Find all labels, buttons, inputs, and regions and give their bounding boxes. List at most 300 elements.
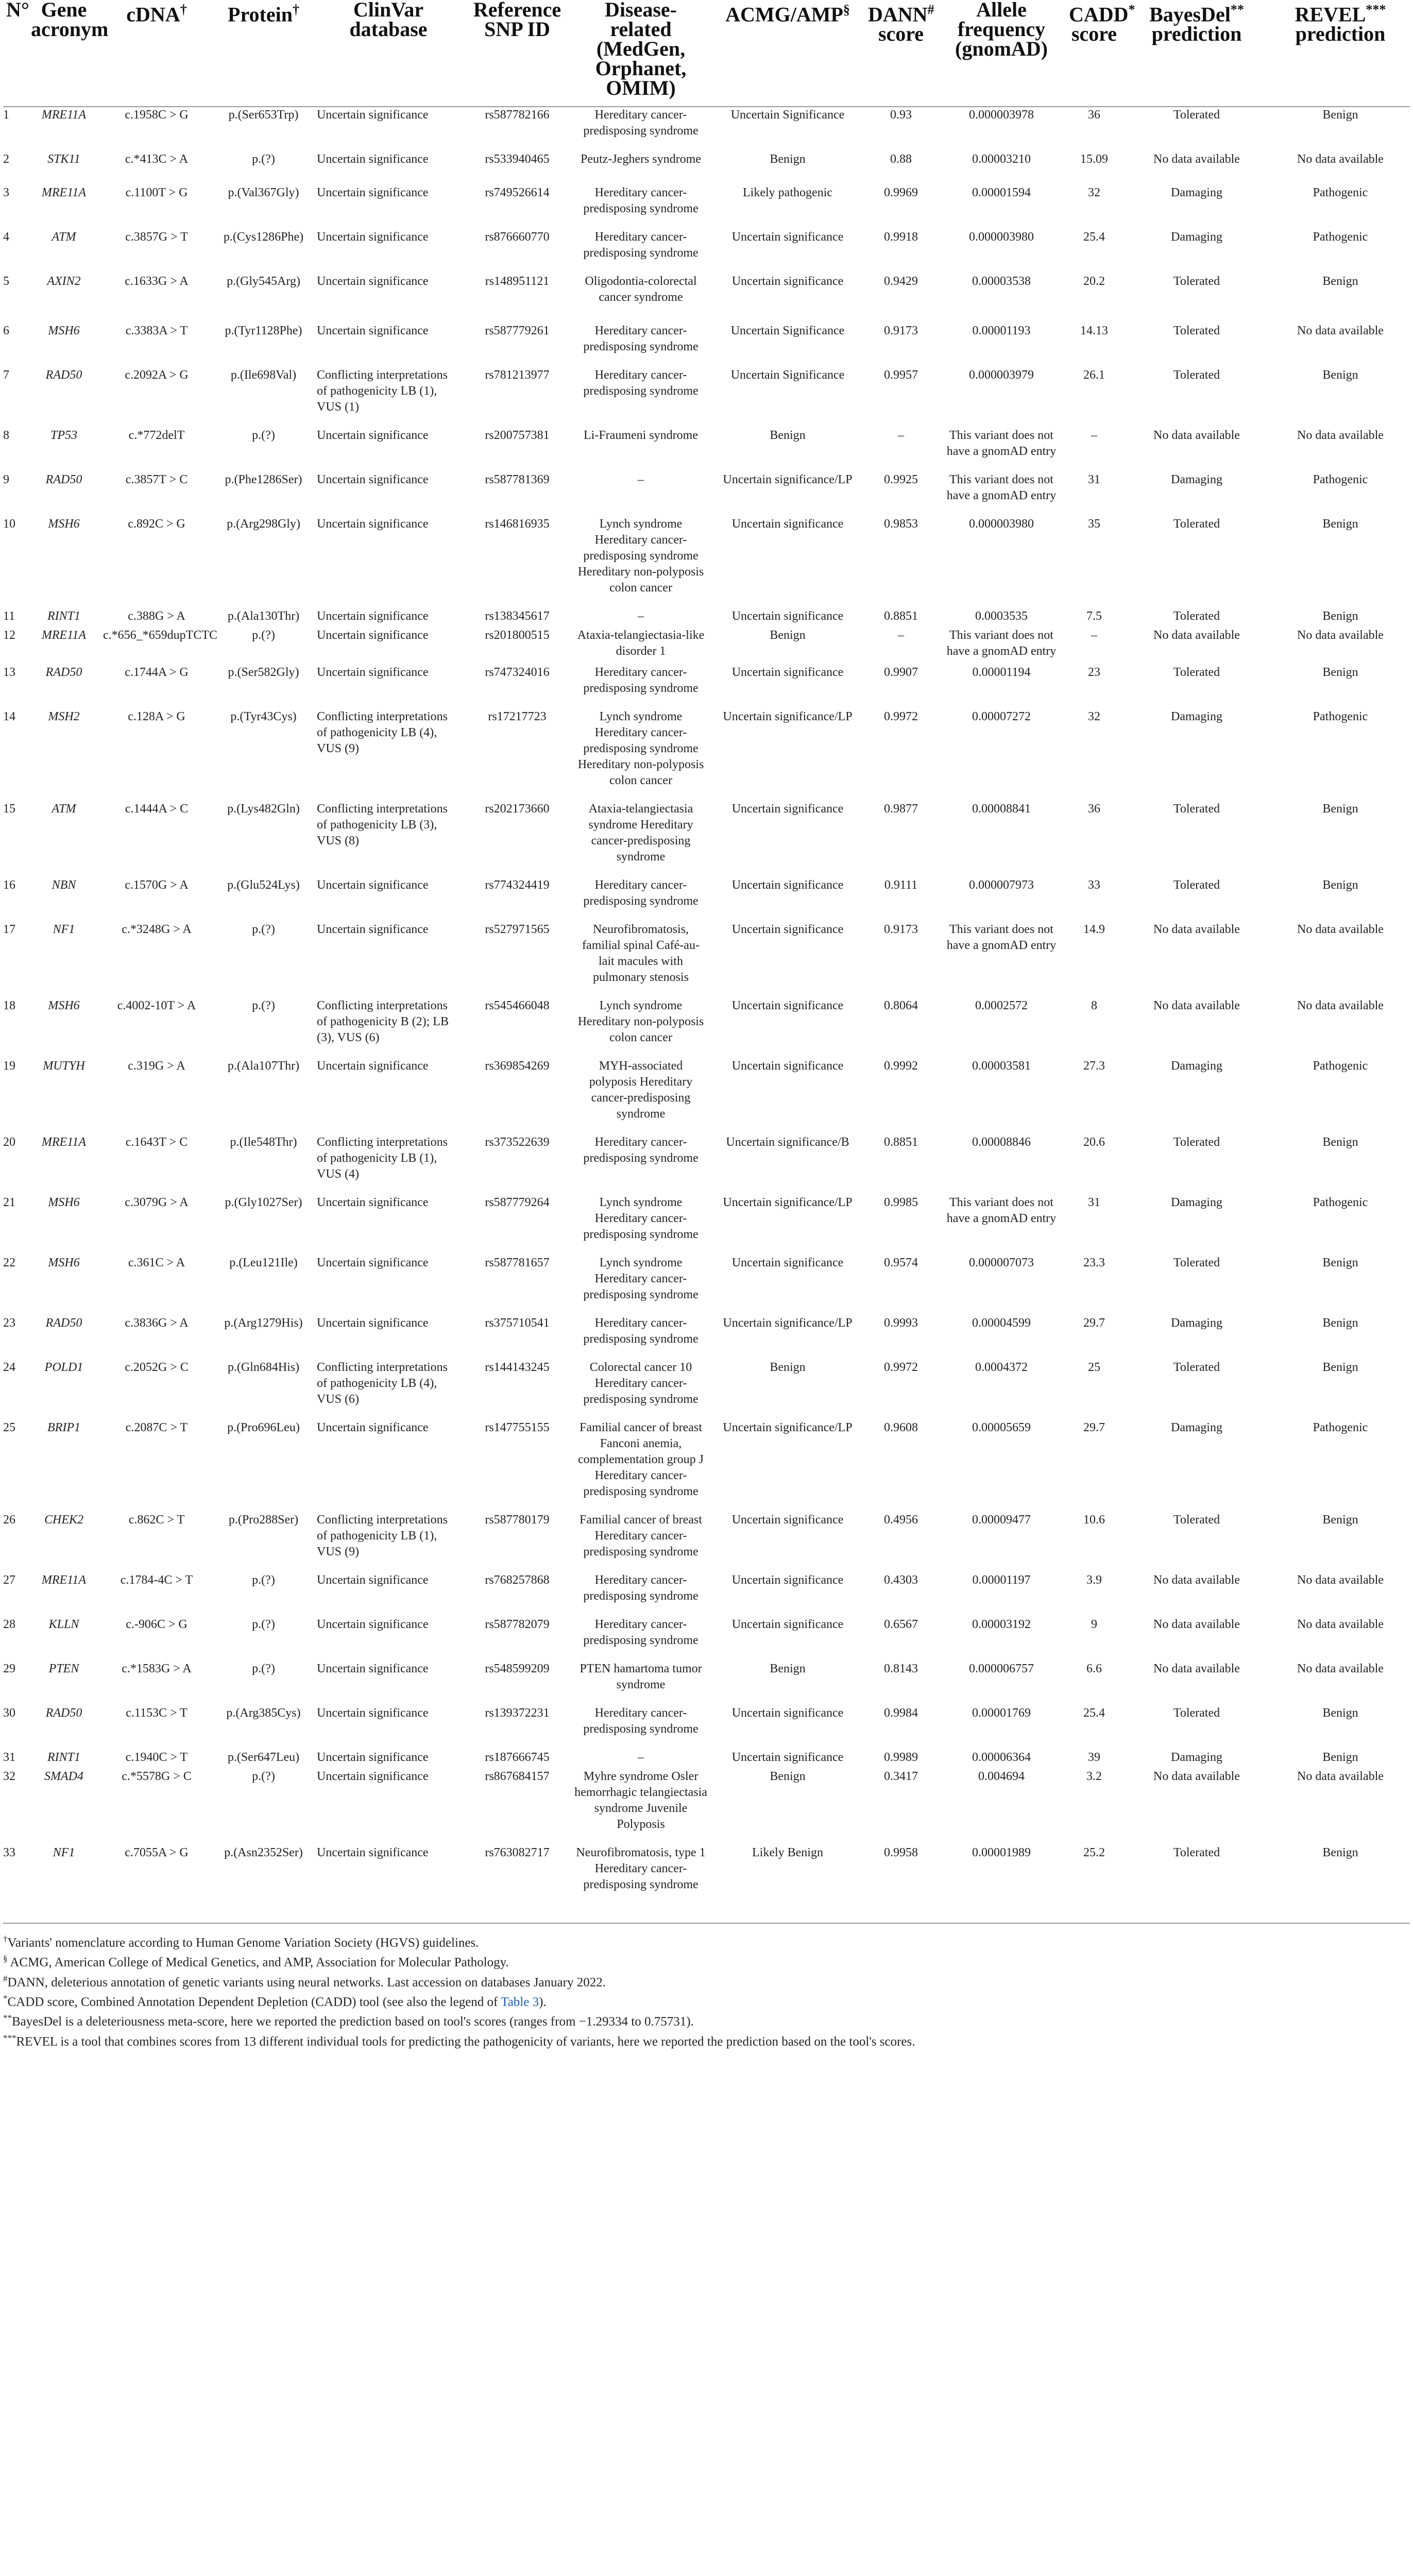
reference-snp-id: rs587782079 bbox=[485, 1618, 550, 1631]
clinvar-classification: Uncertain significance bbox=[317, 152, 429, 166]
allele-frequency: 0.00008846 bbox=[972, 1136, 1031, 1149]
protein-change: p.(?) bbox=[252, 923, 275, 936]
reference-snp-id: rs375710541 bbox=[485, 1316, 550, 1330]
cdna-variant: c.128A > G bbox=[128, 710, 185, 723]
table-row bbox=[3, 323, 1410, 367]
cadd-score: 31 bbox=[1088, 1196, 1100, 1209]
reference-snp-id: rs138345617 bbox=[485, 609, 550, 623]
allele-frequency: 0.000007073 bbox=[969, 1256, 1034, 1269]
clinvar-classification: Conflicting interpretations of pathogenicity LB (1), VUS (1) bbox=[317, 368, 448, 414]
protein-change: p.(Lys482Gln) bbox=[227, 802, 300, 816]
bayesdel-prediction: No data available bbox=[1153, 152, 1240, 166]
allele-frequency: This variant does not have a gnomAD entry bbox=[946, 923, 1057, 952]
protein-change: p.(Arg385Cys) bbox=[226, 1706, 301, 1720]
clinvar-classification: Uncertain significance bbox=[317, 1573, 429, 1587]
clinvar-classification: Uncertain significance bbox=[317, 609, 429, 623]
row-number: 13 bbox=[3, 666, 15, 679]
table-row bbox=[3, 185, 1410, 229]
allele-frequency: 0.004694 bbox=[978, 1770, 1025, 1783]
allele-frequency: 0.0003535 bbox=[975, 609, 1028, 623]
allele-frequency: 0.00004599 bbox=[972, 1316, 1031, 1330]
table-row bbox=[3, 709, 1410, 801]
bayesdel-prediction: Tolerated bbox=[1173, 1513, 1220, 1527]
reference-snp-id: rs200757381 bbox=[485, 429, 550, 442]
header-label: ClinVar database bbox=[349, 0, 428, 41]
acmg-amp-criteria: Uncertain significance bbox=[731, 878, 844, 892]
row-number: 1 bbox=[3, 108, 9, 122]
row-number: 10 bbox=[3, 517, 15, 531]
cdna-variant: c.*413C > A bbox=[125, 152, 189, 166]
gene-acronym: ATM bbox=[52, 802, 76, 816]
revel-prediction: Benign bbox=[1322, 517, 1358, 531]
footnote-text: ACMG, American College of Medical Genetics, and AMP, Association for Molecular Pathology. bbox=[7, 1955, 509, 1970]
allele-frequency: 0.00008841 bbox=[972, 802, 1031, 816]
clinvar-classification: Uncertain significance bbox=[317, 517, 429, 531]
revel-prediction: No data available bbox=[1297, 629, 1384, 642]
header-footnote-mark: *** bbox=[1366, 2, 1386, 17]
disease-related: – bbox=[638, 609, 644, 623]
acmg-amp-criteria: Uncertain significance bbox=[731, 1573, 844, 1587]
header-cdna bbox=[100, 0, 213, 107]
allele-frequency: This variant does not have a gnomAD entry bbox=[946, 1196, 1057, 1225]
disease-related: Hereditary cancer-predisposing syndrome bbox=[583, 1316, 699, 1346]
allele-frequency: 0.000003979 bbox=[969, 368, 1034, 382]
clinvar-classification: Uncertain significance bbox=[317, 275, 429, 288]
protein-change: p.(?) bbox=[252, 1770, 275, 1783]
bayesdel-prediction: No data available bbox=[1153, 1770, 1240, 1783]
cadd-score: 7.5 bbox=[1086, 609, 1102, 623]
table-row bbox=[3, 665, 1410, 709]
dann-score: 0.9574 bbox=[884, 1256, 918, 1269]
row-number: 24 bbox=[3, 1361, 15, 1374]
row-number: 29 bbox=[3, 1662, 15, 1675]
reference-snp-id: rs369854269 bbox=[485, 1059, 550, 1073]
cdna-variant: c.4002-10T > A bbox=[117, 999, 196, 1012]
dann-score: 0.6567 bbox=[884, 1618, 918, 1631]
header-label-continued: score bbox=[1071, 22, 1117, 46]
allele-frequency: 0.00001594 bbox=[972, 186, 1031, 199]
clinvar-classification: Uncertain significance bbox=[317, 1706, 429, 1720]
header-allele-frequency bbox=[937, 0, 1066, 107]
disease-related: Hereditary cancer-predisposing syndrome bbox=[583, 1136, 699, 1165]
reference-snp-id: rs587781657 bbox=[485, 1256, 550, 1269]
clinvar-classification: Uncertain significance bbox=[317, 629, 429, 642]
row-number: 18 bbox=[3, 999, 15, 1012]
row-number: 25 bbox=[3, 1421, 15, 1434]
clinvar-classification: Conflicting interpretations of pathogenicity LB (3), VUS (8) bbox=[317, 802, 448, 848]
reference-snp-id: rs139372231 bbox=[485, 1706, 550, 1720]
table-3-link[interactable]: Table 3 bbox=[501, 1995, 539, 2009]
cadd-score: 3.9 bbox=[1086, 1573, 1102, 1587]
allele-frequency: 0.0004372 bbox=[975, 1361, 1028, 1374]
footnote-text: CADD score, Combined Annotation Dependent Depletion (CADD) tool (see also the legend of bbox=[7, 1995, 501, 2009]
revel-prediction: No data available bbox=[1297, 1573, 1384, 1587]
protein-change: p.(Gly545Arg) bbox=[227, 275, 300, 288]
bayesdel-prediction: Tolerated bbox=[1173, 1256, 1220, 1269]
acmg-amp-criteria: Benign bbox=[770, 1662, 806, 1675]
cdna-variant: c.3857T > C bbox=[125, 473, 188, 486]
allele-frequency: 0.00007272 bbox=[972, 710, 1031, 723]
bayesdel-prediction: Damaging bbox=[1171, 230, 1222, 244]
header-bayesdel-prediction bbox=[1122, 0, 1271, 107]
cdna-variant: c.3836G > A bbox=[125, 1316, 189, 1330]
gene-acronym: NBN bbox=[52, 878, 76, 892]
disease-related: Hereditary cancer-predisposing syndrome bbox=[583, 108, 699, 138]
cdna-variant: c.361C > A bbox=[128, 1256, 185, 1269]
dann-score: 0.9969 bbox=[884, 186, 918, 199]
acmg-amp-criteria: Likely Benign bbox=[752, 1846, 823, 1859]
revel-prediction: Pathogenic bbox=[1313, 473, 1368, 486]
header-label-continued: prediction bbox=[1295, 22, 1386, 46]
header-label: Protein bbox=[228, 3, 293, 26]
acmg-amp-criteria: Uncertain significance bbox=[731, 923, 844, 936]
protein-change: p.(?) bbox=[252, 1573, 275, 1587]
acmg-amp-criteria: Uncertain significance bbox=[731, 1513, 844, 1527]
acmg-amp-criteria: Uncertain significance/LP bbox=[723, 1316, 853, 1330]
protein-change: p.(?) bbox=[252, 1618, 275, 1631]
revel-prediction: Benign bbox=[1322, 609, 1358, 623]
gene-acronym: MSH2 bbox=[48, 710, 80, 723]
table-row bbox=[3, 367, 1410, 428]
reference-snp-id: rs17217723 bbox=[488, 710, 547, 723]
dann-score: 0.9918 bbox=[884, 230, 918, 244]
clinvar-classification: Conflicting interpretations of pathogenicity LB (4), VUS (6) bbox=[317, 1361, 448, 1406]
allele-frequency: 0.00005659 bbox=[972, 1421, 1031, 1434]
acmg-amp-criteria: Uncertain significance/LP bbox=[723, 473, 853, 486]
allele-frequency: This variant does not have a gnomAD entry bbox=[946, 629, 1057, 658]
revel-prediction: Benign bbox=[1322, 1846, 1358, 1859]
gene-acronym: MSH6 bbox=[48, 999, 80, 1012]
dann-score: 0.9877 bbox=[884, 802, 918, 816]
acmg-amp-criteria: Benign bbox=[770, 629, 806, 642]
cadd-score: 25.2 bbox=[1083, 1846, 1105, 1859]
row-number: 22 bbox=[3, 1256, 15, 1269]
cadd-score: 33 bbox=[1088, 878, 1100, 892]
bayesdel-prediction: Damaging bbox=[1171, 710, 1222, 723]
gene-acronym: MRE11A bbox=[41, 186, 87, 199]
footnote-text: DANN, deleterious annotation of genetic variants using neural networks. Last accession on databases January 2022. bbox=[7, 1975, 606, 1989]
protein-change: p.(Ala107Thr) bbox=[227, 1059, 300, 1073]
gene-acronym: MRE11A bbox=[41, 1136, 87, 1149]
disease-related: Lynch syndrome Hereditary cancer-predisposing syndrome bbox=[583, 1196, 699, 1241]
clinvar-classification: Uncertain significance bbox=[317, 1196, 429, 1209]
dann-score: 0.9972 bbox=[884, 1361, 918, 1374]
disease-related: Peutz-Jeghers syndrome bbox=[581, 152, 701, 166]
table-body bbox=[3, 107, 1410, 1905]
reference-snp-id: rs545466048 bbox=[485, 999, 550, 1012]
protein-change: p.(Ile698Val) bbox=[230, 368, 297, 382]
cdna-variant: c.2052G > C bbox=[125, 1361, 189, 1374]
gene-acronym: MUTYH bbox=[43, 1059, 85, 1073]
cadd-score: 14.13 bbox=[1080, 324, 1108, 337]
reference-snp-id: rs587779264 bbox=[485, 1196, 550, 1209]
dann-score: 0.9957 bbox=[884, 368, 918, 382]
protein-change: p.(?) bbox=[252, 429, 275, 442]
header-label: BayesDel bbox=[1149, 3, 1231, 26]
clinvar-classification: Conflicting interpretations of pathogenicity B (2); LB (3), VUS (6) bbox=[317, 999, 449, 1044]
cadd-score: 25.4 bbox=[1083, 230, 1105, 244]
row-number: 21 bbox=[3, 1196, 15, 1209]
row-number: 3 bbox=[3, 186, 9, 199]
acmg-amp-criteria: Uncertain significance bbox=[731, 1618, 844, 1631]
footnote-text: Variants' nomenclature according to Human Genome Variation Society (HGVS) guidelines. bbox=[7, 1936, 479, 1950]
acmg-amp-criteria: Uncertain Significance bbox=[730, 324, 845, 337]
gene-acronym: NF1 bbox=[53, 1846, 75, 1859]
protein-change: p.(?) bbox=[252, 629, 275, 642]
acmg-amp-criteria: Uncertain significance bbox=[731, 517, 844, 531]
reference-snp-id: rs144143245 bbox=[485, 1361, 550, 1374]
table-row bbox=[3, 151, 1410, 185]
reference-snp-id: rs587779261 bbox=[485, 324, 550, 337]
allele-frequency: 0.00009477 bbox=[972, 1513, 1031, 1527]
header-row bbox=[3, 0, 1410, 107]
row-number: 15 bbox=[3, 802, 15, 816]
dann-score: 0.9429 bbox=[884, 275, 918, 288]
dann-score: 0.9985 bbox=[884, 1196, 918, 1209]
cadd-score: 23 bbox=[1088, 666, 1100, 679]
cadd-score: 20.2 bbox=[1083, 275, 1105, 288]
row-number: 7 bbox=[3, 368, 9, 382]
bayesdel-prediction: Damaging bbox=[1171, 186, 1222, 199]
dann-score: 0.8064 bbox=[884, 999, 918, 1012]
protein-change: p.(Ile548Thr) bbox=[230, 1136, 297, 1149]
disease-related: Hereditary cancer-predisposing syndrome bbox=[583, 324, 699, 353]
allele-frequency: 0.00001989 bbox=[972, 1846, 1031, 1859]
gene-acronym: RAD50 bbox=[45, 1706, 82, 1720]
bayesdel-prediction: Tolerated bbox=[1173, 1361, 1220, 1374]
allele-frequency: 0.0002572 bbox=[975, 999, 1028, 1012]
cdna-variant: c.*656_*659dupTCTC bbox=[103, 629, 217, 642]
revel-prediction: Benign bbox=[1322, 1316, 1358, 1330]
row-number: 26 bbox=[3, 1513, 15, 1527]
allele-frequency: This variant does not have a gnomAD entry bbox=[946, 429, 1057, 458]
revel-prediction: Benign bbox=[1322, 1751, 1358, 1764]
row-number: 4 bbox=[3, 230, 9, 244]
dann-score: – bbox=[898, 629, 904, 642]
cdna-variant: c.1100T > G bbox=[125, 186, 188, 199]
gene-acronym: POLD1 bbox=[44, 1361, 83, 1374]
acmg-amp-criteria: Uncertain significance bbox=[731, 1751, 844, 1764]
header-dann-score bbox=[865, 0, 937, 107]
dann-score: 0.4956 bbox=[884, 1513, 918, 1527]
revel-prediction: Pathogenic bbox=[1313, 1421, 1368, 1434]
bayesdel-prediction: Damaging bbox=[1171, 1196, 1222, 1209]
dann-score: 0.4303 bbox=[884, 1573, 918, 1587]
disease-related: Colorectal cancer 10 Hereditary cancer-predisposing syndrome bbox=[583, 1361, 699, 1406]
protein-change: p.(Cys1286Phe) bbox=[223, 230, 304, 244]
clinvar-classification: Uncertain significance bbox=[317, 1770, 429, 1783]
disease-related: Ataxia-telangiectasia syndrome Hereditary cancer-predisposing syndrome bbox=[588, 802, 693, 863]
cadd-score: 20.6 bbox=[1083, 1136, 1105, 1149]
cdna-variant: c.1570G > A bbox=[125, 878, 189, 892]
reference-snp-id: rs876660770 bbox=[485, 230, 550, 244]
protein-change: p.(Leu121Ile) bbox=[229, 1256, 298, 1269]
table-row bbox=[3, 877, 1410, 922]
row-number: 9 bbox=[3, 473, 9, 486]
table-header bbox=[3, 0, 1410, 107]
header-revel-prediction bbox=[1271, 0, 1410, 107]
allele-frequency: 0.00003538 bbox=[972, 275, 1031, 288]
allele-frequency: 0.000006757 bbox=[969, 1662, 1034, 1675]
table-row bbox=[3, 1512, 1410, 1572]
acmg-amp-criteria: Uncertain Significance bbox=[730, 108, 845, 122]
dann-score: 0.9853 bbox=[884, 517, 918, 531]
reference-snp-id: rs548599209 bbox=[485, 1662, 550, 1675]
gene-acronym: ATM bbox=[52, 230, 76, 244]
header-footnote-mark: † bbox=[180, 2, 187, 17]
bayesdel-prediction: Tolerated bbox=[1173, 666, 1220, 679]
clinvar-classification: Uncertain significance bbox=[317, 186, 429, 199]
disease-related: Ataxia-telangiectasia-like disorder 1 bbox=[577, 629, 705, 658]
gene-acronym: MSH6 bbox=[48, 1256, 80, 1269]
gene-acronym: STK11 bbox=[47, 152, 80, 166]
reference-snp-id: rs768257868 bbox=[485, 1573, 550, 1587]
revel-prediction: Benign bbox=[1322, 1256, 1358, 1269]
revel-prediction: Pathogenic bbox=[1313, 230, 1368, 244]
reference-snp-id: rs373522639 bbox=[485, 1136, 550, 1149]
header-protein bbox=[213, 0, 314, 107]
protein-change: p.(Gly1027Ser) bbox=[225, 1196, 302, 1209]
clinvar-classification: Uncertain significance bbox=[317, 1256, 429, 1269]
bayesdel-prediction: Tolerated bbox=[1173, 108, 1220, 122]
protein-change: p.(Arg1279His) bbox=[224, 1316, 303, 1330]
footnote-mark: ** bbox=[3, 2013, 12, 2023]
header-gene-acronym bbox=[28, 0, 109, 107]
header-footnote-mark: ** bbox=[1230, 2, 1244, 17]
acmg-amp-criteria: Likely pathogenic bbox=[743, 186, 832, 199]
gene-acronym: MRE11A bbox=[41, 108, 87, 122]
row-number: 19 bbox=[3, 1059, 15, 1073]
dann-score: 0.9173 bbox=[884, 324, 918, 337]
cadd-score: 27.3 bbox=[1083, 1059, 1105, 1073]
allele-frequency: 0.00001193 bbox=[972, 324, 1031, 337]
disease-related: Li-Fraumeni syndrome bbox=[584, 429, 698, 442]
cdna-variant: c.1940C > T bbox=[125, 1751, 188, 1764]
footnote-mark: * bbox=[3, 1993, 8, 2003]
revel-prediction: Benign bbox=[1322, 368, 1358, 382]
revel-prediction: Pathogenic bbox=[1313, 1196, 1368, 1209]
revel-prediction: Pathogenic bbox=[1313, 1059, 1368, 1073]
clinvar-classification: Uncertain significance bbox=[317, 324, 429, 337]
row-number: 28 bbox=[3, 1618, 15, 1631]
table-row bbox=[3, 1572, 1410, 1617]
disease-related: Neurofibromatosis, type 1 Hereditary cancer-predisposing syndrome bbox=[576, 1846, 706, 1891]
cadd-score: 35 bbox=[1088, 517, 1100, 531]
disease-related: Myhre syndrome Osler hemorrhagic telangiectasia syndrome Juvenile Polyposis bbox=[574, 1770, 707, 1831]
reference-snp-id: rs747324016 bbox=[485, 666, 550, 679]
table-row bbox=[3, 1134, 1410, 1195]
protein-change: p.(Asn2352Ser) bbox=[224, 1846, 303, 1859]
disease-related: Hereditary cancer-predisposing syndrome bbox=[583, 186, 699, 215]
cdna-variant: c.1958C > G bbox=[125, 108, 189, 122]
dann-score: 0.9993 bbox=[884, 1316, 918, 1330]
dann-score: 0.9608 bbox=[884, 1421, 918, 1434]
acmg-amp-criteria: Uncertain significance bbox=[731, 1706, 844, 1720]
bayesdel-prediction: No data available bbox=[1153, 923, 1240, 936]
row-number: 5 bbox=[3, 275, 9, 288]
cadd-score: 39 bbox=[1088, 1751, 1100, 1764]
disease-related: Hereditary cancer-predisposing syndrome bbox=[583, 368, 699, 398]
dann-score: 0.9972 bbox=[884, 710, 918, 723]
disease-related: Hereditary cancer-predisposing syndrome bbox=[583, 878, 699, 908]
acmg-amp-criteria: Uncertain significance/LP bbox=[723, 710, 853, 723]
bayesdel-prediction: No data available bbox=[1153, 999, 1240, 1012]
cdna-variant: c.3383A > T bbox=[125, 324, 188, 337]
table-row bbox=[3, 628, 1410, 665]
header-disease-related bbox=[571, 0, 710, 107]
cadd-score: 26.1 bbox=[1083, 368, 1105, 382]
clinvar-classification: Uncertain significance bbox=[317, 230, 429, 244]
revel-prediction: Benign bbox=[1322, 275, 1358, 288]
dann-score: 0.9989 bbox=[884, 1751, 918, 1764]
table-row bbox=[3, 1705, 1410, 1750]
cadd-score: 29.7 bbox=[1083, 1316, 1105, 1330]
cadd-score: 3.2 bbox=[1086, 1770, 1102, 1783]
row-number: 2 bbox=[3, 152, 9, 166]
clinvar-classification: Uncertain significance bbox=[317, 1316, 429, 1330]
acmg-amp-criteria: Uncertain significance/B bbox=[726, 1136, 849, 1149]
table-row bbox=[3, 229, 1410, 274]
table-row bbox=[3, 1769, 1410, 1845]
header-acmg-amp-criteria bbox=[710, 0, 865, 107]
reference-snp-id: rs202173660 bbox=[485, 802, 550, 816]
reference-snp-id: rs781213977 bbox=[485, 368, 550, 382]
revel-prediction: No data available bbox=[1297, 1662, 1384, 1675]
footnote bbox=[3, 1971, 1410, 1990]
header-footnote-mark: # bbox=[927, 2, 934, 17]
gene-acronym: SMAD4 bbox=[44, 1770, 83, 1783]
reference-snp-id: rs587780179 bbox=[485, 1513, 550, 1527]
gene-acronym: RAD50 bbox=[45, 473, 82, 486]
gene-acronym: AXIN2 bbox=[47, 275, 81, 288]
acmg-amp-criteria: Uncertain significance/LP bbox=[723, 1421, 853, 1434]
disease-related: Oligodontia-colorectal cancer syndrome bbox=[585, 275, 697, 304]
table-row bbox=[3, 1750, 1410, 1769]
disease-related: PTEN hamartoma tumor syndrome bbox=[580, 1662, 702, 1691]
bayesdel-prediction: Tolerated bbox=[1173, 878, 1220, 892]
table-row bbox=[3, 1845, 1410, 1905]
allele-frequency: 0.00001194 bbox=[972, 666, 1031, 679]
revel-prediction: Benign bbox=[1322, 108, 1358, 122]
acmg-amp-criteria: Uncertain significance bbox=[731, 609, 844, 623]
bayesdel-prediction: No data available bbox=[1153, 1662, 1240, 1675]
cadd-score: 31 bbox=[1088, 473, 1100, 486]
dann-score: 0.8851 bbox=[884, 609, 918, 623]
row-number: 23 bbox=[3, 1316, 15, 1330]
cdna-variant: c.*3248G > A bbox=[122, 923, 192, 936]
protein-change: p.(Ala130Thr) bbox=[227, 609, 300, 623]
footnote-text: REVEL is a tool that combines scores from 13 different individual tools for predicting the pathogenicity of variants, here we reported the prediction based on the tool's scores. bbox=[16, 2034, 915, 2048]
disease-related: Hereditary cancer-predisposing syndrome bbox=[583, 1706, 699, 1736]
header-label: DANN bbox=[868, 3, 928, 26]
footnote bbox=[3, 2030, 1410, 2049]
footnote-mark: § bbox=[3, 1954, 8, 1964]
disease-related: Lynch syndrome Hereditary cancer-predisposing syndrome bbox=[583, 1256, 699, 1301]
allele-frequency: 0.00003581 bbox=[972, 1059, 1031, 1073]
allele-frequency: 0.000003980 bbox=[969, 517, 1034, 531]
protein-change: p.(Gln684His) bbox=[227, 1361, 300, 1374]
bayesdel-prediction: No data available bbox=[1153, 1618, 1240, 1631]
header-label: CADD bbox=[1069, 3, 1129, 26]
cdna-variant: c.2092A > G bbox=[125, 368, 189, 382]
disease-related: Hereditary cancer-predisposing syndrome bbox=[583, 1618, 699, 1647]
revel-prediction: Benign bbox=[1322, 1136, 1358, 1149]
disease-related: Hereditary cancer-predisposing syndrome bbox=[583, 1573, 699, 1603]
revel-prediction: Benign bbox=[1322, 1706, 1358, 1720]
table-row bbox=[3, 1315, 1410, 1360]
disease-related: Hereditary cancer-predisposing syndrome bbox=[583, 666, 699, 695]
header-label: Disease-related (MedGen, Orphanet, OMIM) bbox=[595, 0, 687, 99]
